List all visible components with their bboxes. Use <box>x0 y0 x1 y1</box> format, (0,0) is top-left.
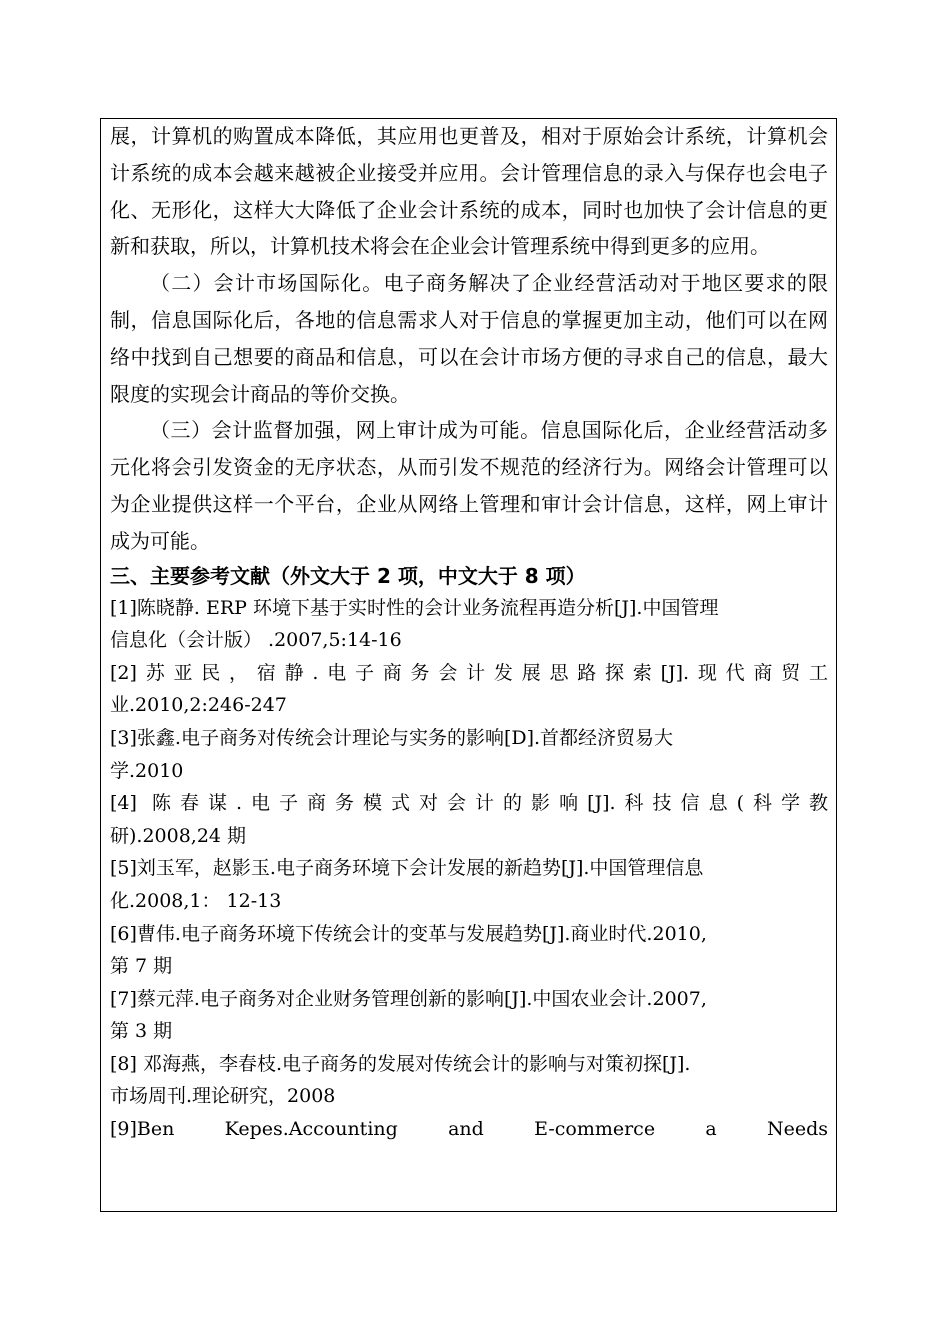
reference-line: 信息化（会计版） .2007,5:14-16 <box>110 629 402 652</box>
reference-line: [3]张鑫.电子商务对传统会计理论与实务的影响[D].首都经济贸易大 <box>110 726 674 749</box>
reference-line: [7]蔡元萍.电子商务对企业财务管理创新的影响[J].中国农业会计.2007, <box>110 987 707 1010</box>
reference-line: [8] 邓海燕，李春枝.电子商务的发展对传统会计的影响与对策初探[J]. <box>110 1052 691 1075</box>
reference-item-4 <box>110 787 828 852</box>
reference-item-5 <box>110 852 828 917</box>
document-body <box>110 118 828 1146</box>
reference-word: [9]Ben <box>110 1118 175 1141</box>
reference-line: 第 3 期 <box>110 1020 173 1043</box>
body-paragraph-1: 展，计算机的购置成本降低，其应用也更普及，相对于原始会计系统，计算机会计系统的成本会越来越被企业接受并应用。会计管理信息的录入与保存也会电子化、无形化，这样大大降低了企业会计系统的成本，同时也加快了会计信息的更新和获取，所以，计算机技术将会在企业会计管理系统中得到更多的应用。 <box>110 124 828 259</box>
reference-line: 学.2010 <box>110 759 184 782</box>
reference-word: and <box>448 1118 484 1141</box>
reference-line: 第 7 期 <box>110 955 173 978</box>
reference-word: Needs <box>766 1118 828 1141</box>
body-paragraph-3: （三）会计监督加强，网上审计成为可能。信息国际化后，企业经营活动多元化将会引发资金的无序状态，从而引发不规范的经济行为。网络会计管理可以为企业提供这样一个平台，企业从网络上管理和审计会计信息，这样，网上审计成为可能。 <box>110 418 828 553</box>
reference-line: [4] 陈春谋.电子商务模式对会计的影响[J].科技信息(科学教 <box>110 792 828 815</box>
reference-word: E-commerce <box>534 1118 656 1141</box>
reference-item-1 <box>110 592 828 657</box>
reference-item-7 <box>110 983 828 1048</box>
reference-line: 市场周刊.理论研究，2008 <box>110 1085 336 1108</box>
references-heading: 三、主要参考文献（外文大于 2 项，中文大于 8 项） <box>110 563 586 588</box>
reference-line: 研).2008,24 期 <box>110 824 247 847</box>
reference-item-8 <box>110 1048 828 1113</box>
body-paragraph-2: （二）会计市场国际化。电子商务解决了企业经营活动对于地区要求的限制，信息国际化后，各地的信息需求人对于信息的掌握更加主动，他们可以在网络中找到自己想要的商品和信息，可以在会计市场方便的寻求自己的信息，最大限度的实现会计商品的等价交换。 <box>110 271 828 406</box>
references-list <box>110 592 828 1146</box>
reference-line: [5]刘玉军，赵影玉.电子商务环境下会计发展的新趋势[J].中国管理信息 <box>110 857 704 880</box>
reference-line: 业.2010,2:246-247 <box>110 694 287 717</box>
reference-item-9 <box>110 1113 828 1146</box>
reference-line: 化.2008,1： 12-13 <box>110 889 282 912</box>
reference-item-3 <box>110 722 828 787</box>
reference-word: Kepes.Accounting <box>224 1118 398 1141</box>
reference-line: [2]苏亚民，宿静.电子商务会计发展思路探索[J].现代商贸工 <box>110 661 828 684</box>
reference-word: a <box>705 1118 717 1141</box>
reference-line: [1]陈晓静. ERP 环境下基于实时性的会计业务流程再造分析[J].中国管理 <box>110 596 719 619</box>
reference-line: [6]曹伟.电子商务环境下传统会计的变革与发展趋势[J].商业时代.2010, <box>110 922 707 945</box>
reference-item-2 <box>110 657 828 722</box>
reference-item-6 <box>110 918 828 983</box>
